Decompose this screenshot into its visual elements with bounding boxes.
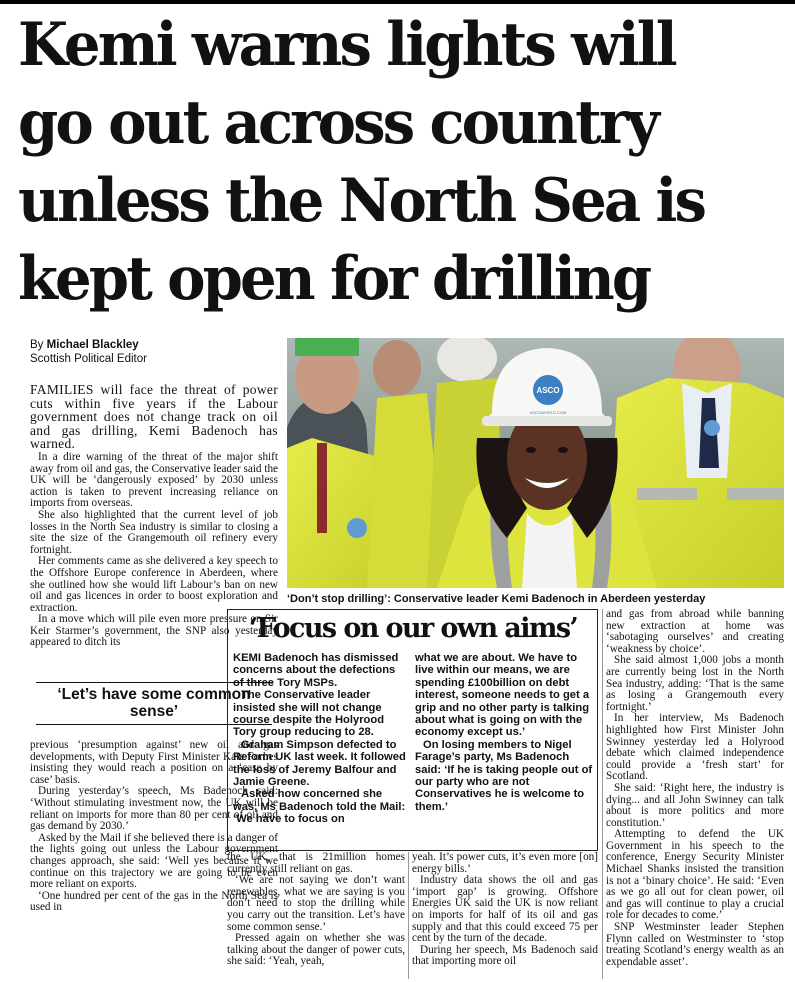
byline-prefix: By [30, 339, 44, 351]
body-paragraph: During yesterday’s speech, Ms Badenoch said: ‘Without stimulating investment now, the UK will be reliant on imports for more than 80 per cent of oil and gas demand by 2030.’ [30, 785, 278, 833]
photo-illustration [287, 338, 784, 588]
box-paragraph: Graham Simpson defected to Reform UK last week. It followed the loss of Jeremy Balfour and Jamie Greene. [233, 738, 406, 789]
box-paragraph: KEMI Badenoch has dismissed concerns about the defections of three Tory MSPs. [233, 652, 399, 689]
body-paragraph: and gas from abroad while banning new extraction at home was ‘sabotaging ourselves’ and creating ‘weakness by choice’. [606, 608, 784, 655]
body-paragraph: the UK, that is 21million homes currently still reliant on gas. [227, 851, 405, 875]
helmet-logo-subtext: ASCOWORLD.COM [529, 410, 567, 415]
column-4 [606, 609, 784, 968]
column-2-continued [227, 852, 405, 968]
body-paragraph: ‘We are not saying we don’t want renewables, what we are saying is you don’t need to stop the drilling while you carry out the transition. Let’s have some common sense.’ [227, 874, 405, 933]
body-paragraph: She said: ‘Right here, the industry is dying... and all John Swinney can talk about is more politics and more constitution.’ [606, 781, 784, 829]
column-divider [408, 852, 409, 979]
body-paragraph: She said almost 1,000 jobs a month are currently being lost in the North Sea industry, adding: ‘That is the same as losing a Grangemouth every fortnight.’ [606, 654, 784, 713]
box-title: ‘Focus on our own aims’ [248, 613, 578, 644]
body-paragraph: previous ‘presumption against’ new oil and gas developments, with Deputy First Minister Kate Forbes insisting they would reach a position on a ‘case by case’ basis. [30, 739, 278, 786]
byline [30, 338, 147, 366]
body-paragraph: She also highlighted that the current level of job losses in the North Sea industry is similar to closing a site the size of the Grangemouth oil refinery every fortnight. [30, 508, 278, 556]
helmet-logo-text: ASCO [536, 386, 560, 395]
body-paragraph: SNP Westminster leader Stephen Flynn called on Westminster to ‘stop treating Scotland’s energy wealth as an expendable asset’. [606, 921, 784, 968]
body-paragraph: In her interview, Ms Badenoch highlighted how First Minister John Swinney yesterday led a Holyrood debate which claimed independence could provide a ‘fresh start’ for Scotland. [606, 712, 784, 783]
box-paragraph: what we are about. We have to live within our means, we are spending £100billion on debt interest, someone needs to get a grip and no other party is talking about what is going on with the economy except us.’ [415, 652, 590, 739]
main-photo [287, 338, 784, 588]
column-divider [602, 609, 603, 979]
box-paragraph: Asked how concerned she was, Ms Badenoch told the Mail: ‘We have to focus on [233, 788, 406, 826]
box-paragraph: The Conservative leader insisted she will not change course despite the Holyrood Tory group reducing to 28. [233, 689, 385, 739]
body-paragraph: Her comments came as she delivered a key speech to the Offshore Europe conference in Aberdeen, where she outlined how she would lift Labour’s ban on new oil and gas licences in order to boost exploration and extraction. [30, 555, 278, 614]
subheading: ‘Let’s have some common sense’ [57, 686, 251, 720]
body-paragraph: During her speech, Ms Badenoch said that importing more oil [412, 943, 598, 968]
body-paragraph: In a dire warning of the threat of the major shift away from oil and gas, the Conservative leader said the UK will be ‘dangerously exposed’ by 2030 unless action is taken to prevent increasing reliance on imports from overseas. [30, 450, 278, 510]
box-column-1 [233, 652, 408, 826]
body-paragraph: In a move which will pile even more pressure on Sir Keir Starmer’s government, the SNP also yesterday appeared to ditch its [30, 613, 278, 649]
body-paragraph: ‘One hundred per cent of the gas in the North Sea is used in [30, 889, 278, 914]
box-paragraph: On losing members to Nigel Farage’s party, Ms Badenoch said: ‘If he is taking people out of our party who are not Conservatives he is welcome to them.’ [415, 738, 593, 813]
top-rule [0, 0, 795, 4]
column-3-continued [412, 852, 598, 968]
body-paragraph: Industry data shows the oil and gas ‘import gap’ is growing. Offshore Energies UK said the UK is now reliant on imports for half of its oil and gas supply and that this could exceed 75 per cent by the turn of the decade. [412, 874, 598, 945]
sidebar-box [227, 609, 598, 851]
photo-caption: ‘Don’t stop drilling’: Conservative leader Kemi Badenoch in Aberdeen yesterday [287, 593, 706, 605]
body-paragraph: Attempting to defend the UK Government in his speech to the conference, Energy Security Minister Michael Shanks insisted the transition is not a ‘binary choice’. He said: ‘Even as we go all out for clean power, oil and gas will continue to play a crucial role for decades to come.’ [606, 828, 784, 922]
byline-author: Michael Blackley [46, 339, 139, 351]
lead-paragraph: FAMILIES will face the threat of power cuts within five years if the Labour government does not change track on oil and gas drilling, Kemi Badenoch has warned. [30, 382, 278, 452]
headline: Kemi warns lights will go out across country unless the North Sea is kept open for drilling [18, 10, 705, 314]
body-paragraph: Pressed again on whether she was talking about the danger of power cuts, she said: ‘Yeah, yeah, [227, 932, 405, 968]
body-paragraph: yeah. It’s power cuts, it’s even more [on] energy bills.’ [412, 851, 598, 875]
byline-role: Scottish Political Editor [30, 353, 147, 365]
box-column-2 [415, 652, 593, 813]
body-paragraph: Asked by the Mail if she believed there is a danger of the lights going out unless the Labour government changes approach, she said: ‘Well yes because if we continue on this trajectory we are going to be even more reliant on exports. [30, 831, 278, 891]
